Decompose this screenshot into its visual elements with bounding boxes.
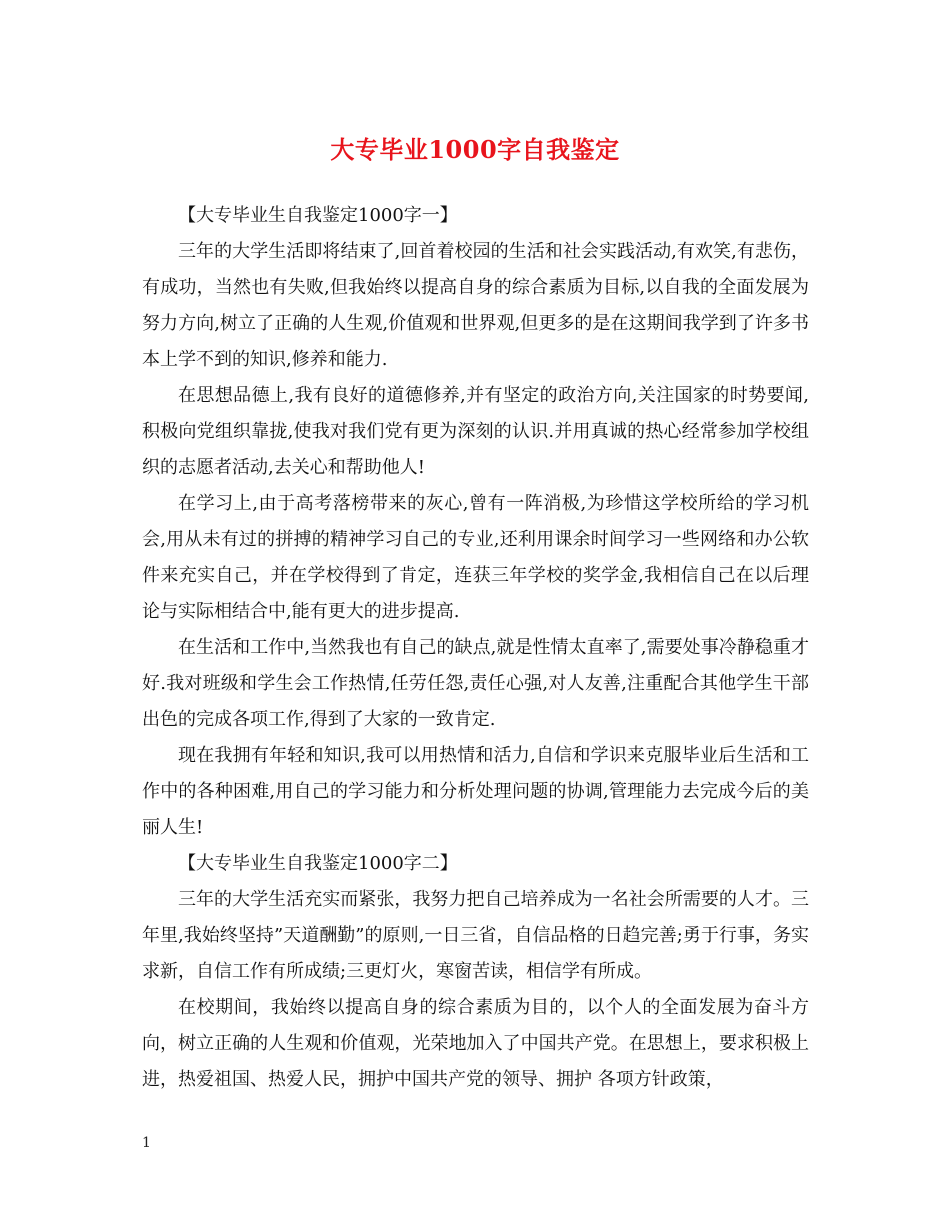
- paragraph: 在思想品德上,我有良好的道德修养,并有坚定的政治方向,关注国家的时势要闻,积极向党组织靠拢,使我对我们党有更为深刻的认识.并用真诚的热心经常参加学校组织的志愿者活动,去关心和帮助他人!: [142, 385, 809, 478]
- paragraph: 在学习上,由于高考落榜带来的灰心,曾有一阵消极,为珍惜这学校所给的学习机会,用从未有过的拼搏的精神学习自己的专业,还利用课余时间学习一些网络和办公软件来充实自己，并在学校得到了肯定，连获三年学校的奖学金,我相信自己在以后理论与实际相结合中,能有更大的进步提高.: [142, 493, 809, 622]
- paragraph: 三年的大学生活即将结束了,回首着校园的生活和社会实践活动,有欢笑,有悲伤，有成功，当然也有失败,但我始终以提高自身的综合素质为目标,以自我的全面发展为努力方向,树立了正确的人生观,价值观和世界观,但更多的是在这期间我学到了许多书本上学不到的知识,修养和能力.: [142, 241, 809, 370]
- document-body: [142, 198, 809, 1098]
- paragraph: 现在我拥有年轻和知识,我可以用热情和活力,自信和学识来克服毕业后生活和工作中的各种困难,用自己的学习能力和分析处理问题的协调,管理能力去完成今后的美丽人生!: [142, 745, 809, 838]
- section-heading-1: 【大专毕业生自我鉴定1000字一】: [178, 205, 458, 226]
- paragraph: 在生活和工作中,当然我也有自己的缺点,就是性情太直率了,需要处事冷静稳重才好.我对班级和学生会工作热情,任劳任怨,责任心强,对人友善,注重配合其他学生干部出色的完成各项工作,得到了大家的一致肯定.: [142, 637, 809, 730]
- paragraph: 三年的大学生活充实而紧张，我努力把自己培养成为一名社会所需要的人才。三年里,我始终坚持”天道酬勤”的原则,一日三省，自信品格的日趋完善;勇于行事，务实求新，自信工作有所成绩;三更灯火，寒窗苦读，相信学有所成。: [142, 889, 809, 982]
- page-number: 1: [142, 1135, 151, 1151]
- paragraph: 在校期间，我始终以提高自身的综合素质为目的，以个人的全面发展为奋斗方向，树立正确的人生观和价值观，光荣地加入了中国共产党。在思想上，要求积极上进，热爱祖国、热爱人民，拥护中国共产党的领导、拥护 各项方针政策，: [142, 997, 809, 1090]
- section-heading-2: 【大专毕业生自我鉴定1000字二】: [178, 853, 458, 874]
- document-title: 大专毕业1000字自我鉴定: [330, 135, 620, 164]
